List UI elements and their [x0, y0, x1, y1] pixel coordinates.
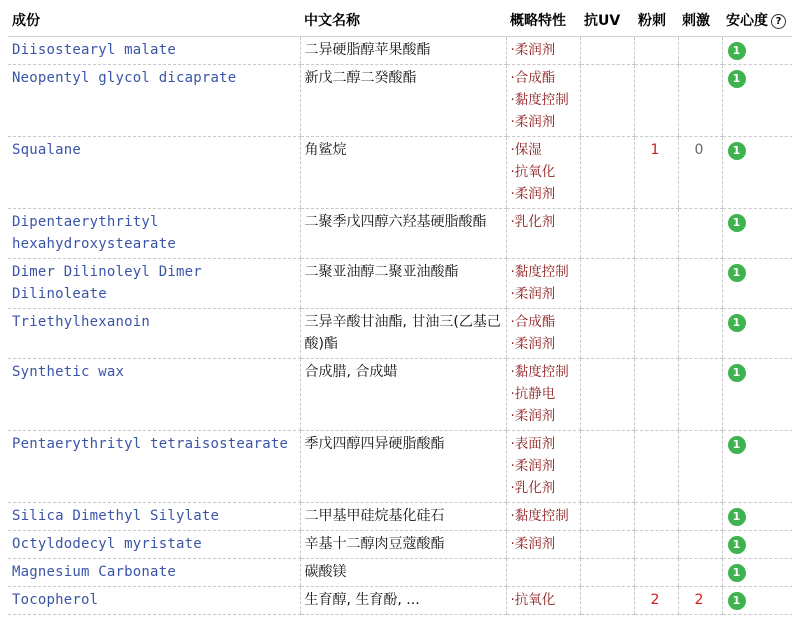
ingredient-table — [8, 6, 792, 615]
function-cell — [506, 309, 580, 359]
table-row — [8, 65, 792, 137]
ingredient-cell — [8, 309, 300, 359]
safety-badge: 1 — [728, 508, 746, 526]
uv-cell — [580, 559, 634, 587]
table-row — [8, 209, 792, 259]
function-cell — [506, 65, 580, 137]
header-ingredient: 成份 — [8, 6, 300, 37]
irritation-rating — [678, 531, 722, 559]
ingredient-cell — [8, 531, 300, 559]
chinese-name-cell: 辛基十二醇肉豆蔻酸酯 — [300, 531, 506, 559]
table-row — [8, 259, 792, 309]
irritation-rating — [678, 259, 722, 309]
function-cell — [506, 137, 580, 209]
chinese-name-cell: 二聚亚油醇二聚亚油酸酯 — [300, 259, 506, 309]
acne-rating — [634, 431, 678, 503]
uv-cell — [580, 587, 634, 615]
table-row — [8, 503, 792, 531]
function-cell — [506, 531, 580, 559]
function-tag[interactable]: ·抗静电 — [510, 386, 556, 402]
acne-rating: 1 — [634, 137, 678, 209]
ingredient-cell — [8, 137, 300, 209]
ingredient-cell — [8, 431, 300, 503]
ingredient-table-container — [8, 6, 782, 615]
chinese-name-cell: 生育醇, 生育酚, ... — [300, 587, 506, 615]
safety-badge: 1 — [728, 314, 746, 332]
table-row — [8, 359, 792, 431]
ingredient-cell — [8, 65, 300, 137]
acne-rating — [634, 309, 678, 359]
ingredient-link[interactable]: Synthetic wax — [12, 364, 125, 380]
uv-cell — [580, 531, 634, 559]
ingredient-cell — [8, 259, 300, 309]
safety-cell — [722, 431, 792, 503]
chinese-name-cell: 合成腊, 合成蜡 — [300, 359, 506, 431]
help-icon[interactable]: ? — [771, 14, 786, 29]
acne-rating — [634, 209, 678, 259]
table-row — [8, 531, 792, 559]
irritation-rating: 0 — [678, 137, 722, 209]
function-cell — [506, 209, 580, 259]
ingredient-cell — [8, 503, 300, 531]
safety-badge: 1 — [728, 364, 746, 382]
function-tag[interactable]: ·保湿 — [510, 142, 542, 158]
irritation-rating — [678, 431, 722, 503]
uv-cell — [580, 137, 634, 209]
safety-cell — [722, 209, 792, 259]
chinese-name-cell: 季戊四醇四异硬脂酸酯 — [300, 431, 506, 503]
function-tag[interactable]: ·抗氧化 — [510, 164, 556, 180]
uv-cell — [580, 37, 634, 65]
table-header-row — [8, 6, 792, 37]
function-cell — [506, 503, 580, 531]
safety-badge: 1 — [728, 536, 746, 554]
function-cell — [506, 259, 580, 309]
safety-cell — [722, 37, 792, 65]
safety-badge: 1 — [728, 436, 746, 454]
safety-badge: 1 — [728, 264, 746, 282]
ingredient-link[interactable]: Triethylhexanoin — [12, 314, 151, 330]
safety-badge: 1 — [728, 42, 746, 60]
irritation-rating: 2 — [678, 587, 722, 615]
header-function: 概略特性 — [506, 6, 580, 37]
ingredient-link[interactable]: Dimer Dilinoleyl Dimer Dilinoleate — [12, 264, 202, 302]
function-cell — [506, 359, 580, 431]
header-uv: 抗UV — [580, 6, 634, 37]
function-tag[interactable]: ·柔润剂 — [510, 408, 556, 424]
table-row — [8, 431, 792, 503]
chinese-name-cell: 二异硬脂醇苹果酸酯 — [300, 37, 506, 65]
header-irritation: 刺激 — [678, 6, 722, 37]
function-tag[interactable]: ·柔润剂 — [510, 114, 556, 130]
function-cell — [506, 37, 580, 65]
function-tag[interactable]: ·黏度控制 — [510, 364, 569, 380]
ingredient-link[interactable]: Tocopherol — [12, 592, 99, 608]
function-tag[interactable]: ·柔润剂 — [510, 42, 556, 58]
chinese-name-cell: 二甲基甲硅烷基化硅石 — [300, 503, 506, 531]
ingredient-link[interactable]: Neopentyl glycol dicaprate — [12, 70, 237, 86]
function-tag[interactable]: ·柔润剂 — [510, 536, 556, 552]
acne-rating — [634, 531, 678, 559]
function-tag[interactable]: ·柔润剂 — [510, 336, 556, 352]
irritation-rating — [678, 503, 722, 531]
irritation-rating — [678, 559, 722, 587]
irritation-rating — [678, 37, 722, 65]
safety-badge: 1 — [728, 70, 746, 88]
table-body — [8, 37, 792, 615]
function-cell — [506, 587, 580, 615]
irritation-rating — [678, 65, 722, 137]
ingredient-link[interactable]: Pentaerythrityl tetraisostearate — [12, 436, 289, 452]
ingredient-link[interactable]: Magnesium Carbonate — [12, 564, 176, 580]
function-tag[interactable]: ·乳化剂 — [510, 214, 556, 230]
table-row — [8, 37, 792, 65]
function-tag[interactable]: ·黏度控制 — [510, 264, 569, 280]
safety-cell — [722, 359, 792, 431]
ingredient-cell — [8, 209, 300, 259]
function-tag[interactable]: ·抗氧化 — [510, 592, 556, 608]
ingredient-link[interactable]: Squalane — [12, 142, 82, 158]
safety-cell — [722, 309, 792, 359]
acne-rating — [634, 37, 678, 65]
ingredient-cell — [8, 559, 300, 587]
acne-rating: 2 — [634, 587, 678, 615]
function-tag[interactable]: ·柔润剂 — [510, 186, 556, 202]
safety-cell — [722, 587, 792, 615]
safety-cell — [722, 65, 792, 137]
ingredient-cell — [8, 587, 300, 615]
ingredient-link[interactable]: Dipentaerythrityl hexahydroxystearate — [12, 214, 176, 252]
safety-cell — [722, 137, 792, 209]
uv-cell — [580, 359, 634, 431]
ingredient-link[interactable]: Diisostearyl malate — [12, 42, 176, 58]
table-row — [8, 137, 792, 209]
safety-cell — [722, 531, 792, 559]
function-tag[interactable]: ·柔润剂 — [510, 458, 556, 474]
acne-rating — [634, 359, 678, 431]
ingredient-cell — [8, 359, 300, 431]
function-tag[interactable]: ·黏度控制 — [510, 92, 569, 108]
table-row — [8, 309, 792, 359]
uv-cell — [580, 503, 634, 531]
chinese-name-cell: 三异辛酸甘油酯, 甘油三(乙基己酸)酯 — [300, 309, 506, 359]
table-row — [8, 587, 792, 615]
safety-badge: 1 — [728, 592, 746, 610]
function-tag[interactable]: ·黏度控制 — [510, 508, 569, 524]
chinese-name-cell: 二聚季戊四醇六羟基硬脂酸酯 — [300, 209, 506, 259]
header-acne: 粉刺 — [634, 6, 678, 37]
header-safety — [722, 6, 792, 37]
chinese-name-cell: 角鲨烷 — [300, 137, 506, 209]
ingredient-cell — [8, 37, 300, 65]
function-cell — [506, 431, 580, 503]
uv-cell — [580, 309, 634, 359]
table-row — [8, 559, 792, 587]
safety-cell — [722, 503, 792, 531]
function-tag[interactable]: ·乳化剂 — [510, 480, 556, 496]
uv-cell — [580, 259, 634, 309]
safety-badge: 1 — [728, 142, 746, 160]
chinese-name-cell: 新戊二醇二癸酸酯 — [300, 65, 506, 137]
safety-badge: 1 — [728, 564, 746, 582]
header-safety-label: 安心度 — [726, 13, 768, 29]
safety-badge: 1 — [728, 214, 746, 232]
chinese-name-cell: 碳酸镁 — [300, 559, 506, 587]
function-tag[interactable]: ·合成酯 — [510, 314, 556, 330]
uv-cell — [580, 65, 634, 137]
header-chinese-name: 中文名称 — [300, 6, 506, 37]
acne-rating — [634, 65, 678, 137]
uv-cell — [580, 209, 634, 259]
function-tag[interactable]: ·表面剂 — [510, 436, 556, 452]
ingredient-link[interactable]: Silica Dimethyl Silylate — [12, 508, 220, 524]
acne-rating — [634, 259, 678, 309]
irritation-rating — [678, 359, 722, 431]
ingredient-link[interactable]: Octyldodecyl myristate — [12, 536, 202, 552]
irritation-rating — [678, 209, 722, 259]
function-cell — [506, 559, 580, 587]
irritation-rating — [678, 309, 722, 359]
safety-cell — [722, 259, 792, 309]
function-tag[interactable]: ·合成酯 — [510, 70, 556, 86]
acne-rating — [634, 503, 678, 531]
acne-rating — [634, 559, 678, 587]
function-tag[interactable]: ·柔润剂 — [510, 286, 556, 302]
uv-cell — [580, 431, 634, 503]
safety-cell — [722, 559, 792, 587]
